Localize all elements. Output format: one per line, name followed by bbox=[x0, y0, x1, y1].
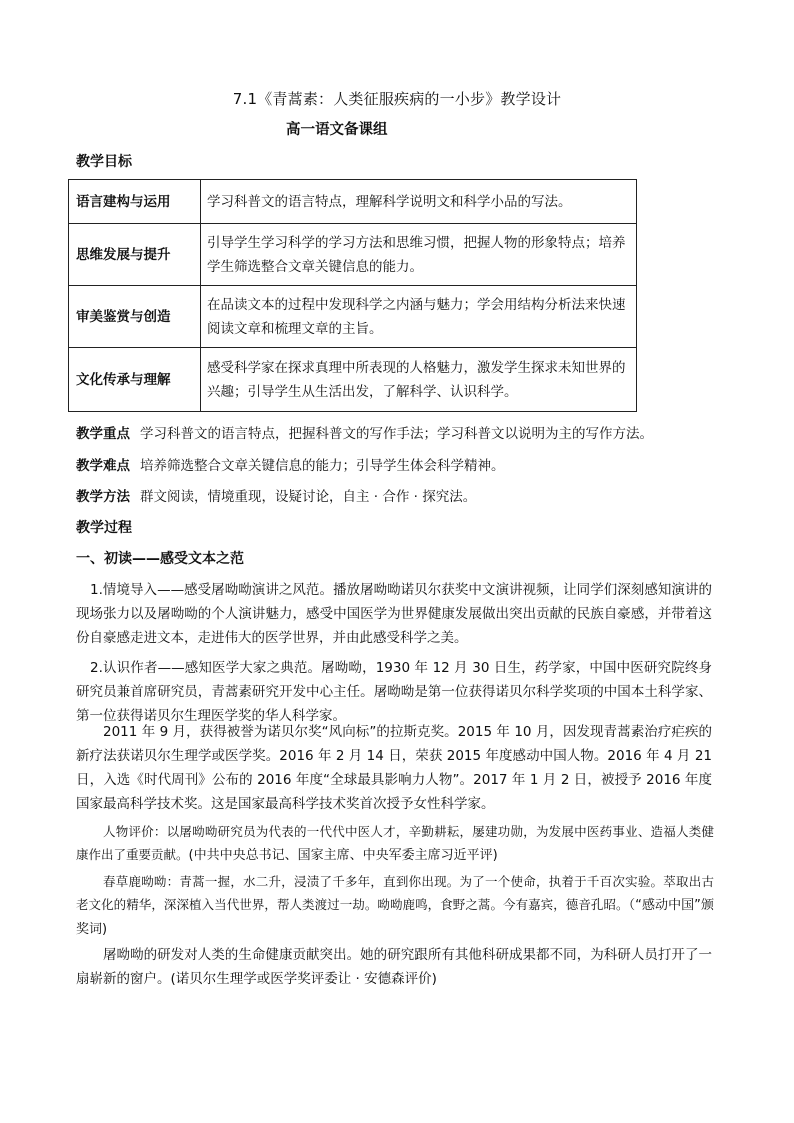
part1-heading: 一、初读——感受文本之范 bbox=[76, 551, 244, 567]
difficulties-label: 教学难点 bbox=[76, 458, 130, 474]
table-row bbox=[69, 224, 637, 286]
objectives-heading: 教学目标 bbox=[76, 154, 132, 170]
key-points-line bbox=[76, 424, 653, 444]
difficulties-line bbox=[76, 456, 505, 476]
objective-text: 在品读文本的过程中发现科学之内涵与魅力；学会用结构分析法来快速阅读文章和梳理文章的主旨。 bbox=[201, 286, 637, 348]
objective-text: 引导学生学习科学的学习方法和思维习惯，把握人物的形象特点；培养学生筛选整合文章关键信息的能力。 bbox=[201, 224, 637, 286]
difficulties-text: 培养筛选整合文章关键信息的能力；引导学生体会科学精神。 bbox=[140, 458, 505, 474]
key-points-label: 教学重点 bbox=[76, 426, 130, 442]
table-row bbox=[69, 286, 637, 348]
process-heading: 教学过程 bbox=[76, 520, 132, 536]
objective-label: 语言建构与运用 bbox=[69, 180, 201, 224]
objective-label: 审美鉴赏与创造 bbox=[69, 286, 201, 348]
objective-text: 学习科普文的语言特点，理解科学说明文和科学小品的写法。 bbox=[201, 180, 637, 224]
quote-evaluation-text: 人物评价：以屠呦呦研究员为代表的一代代中医人才，辛勤耕耘，屡建功勋，为发展中医药事业、造福人类健康作出了重要贡献。 bbox=[76, 824, 714, 862]
paragraph-author: 2.认识作者——感知医学大家之典范。屠呦呦，1930 年 12 月 30 日生，药学家，中国中医研究院终身研究员兼首席研究员，青蒿素研究开发中心主任。屠呦呦是第一位获得诺贝尔科学奖项的中国本土科学家、第一位获得诺贝尔生理医学奖的华人科学家。 bbox=[76, 660, 712, 724]
quote-award-speech-source: （“感动中国”颁奖词) bbox=[76, 898, 714, 937]
quote-evaluation bbox=[76, 820, 714, 867]
document-subtitle: 高一语文备课组 bbox=[286, 122, 388, 138]
paragraph-nobel-evaluation: 屠呦呦的研发对人类的生命健康贡献突出。她的研究跟所有其他科研成果都不同，为科研人员打开了一扇崭新的窗户。(诺贝尔生理学或医学奖评委让 · 安德森评价) bbox=[76, 947, 712, 987]
table-row bbox=[69, 348, 637, 412]
objective-text: 感受科学家在探求真理中所表现的人格魅力，激发学生探求未知世界的兴趣；引导学生从生活出发，了解科学、认识科学。 bbox=[201, 348, 637, 412]
quote-evaluation-source: (中共中央总书记、国家主席、中央军委主席习近平评) bbox=[188, 848, 498, 863]
objective-label: 思维发展与提升 bbox=[69, 224, 201, 286]
objectives-table bbox=[68, 179, 637, 412]
paragraph-awards: 2011 年 9 月，获得被誉为诺贝尔奖“风向标”的拉斯克奖。2015 年 10 月，因发现青蒿素治疗疟疾的新疗法获诺贝尔生理学或医学奖。2016 年 2 月 14 日，荣获 2015 年度感动中国人物。2016 年 4 月 21 日，入选《时代周刊》公布的 2016 年度“全球最具影响力人物”。2017 年 1 月 2 日，被授予 2016 年度国家最高科学技术奖。这是国家最高科学技术奖首次授予女性科学家。 bbox=[76, 724, 712, 812]
objective-label: 文化传承与理解 bbox=[69, 348, 201, 412]
methods-line bbox=[76, 487, 476, 507]
paragraph-intro: 1.情境导入——感受屠呦呦演讲之风范。播放屠呦呦诺贝尔获奖中文演讲视频，让同学们深刻感知演讲的现场张力以及屠呦呦的个人演讲魅力，感受中国医学为世界健康发展做出突出贡献的民族自豪感，并带着这份自豪感走进文本，走进伟大的医学世界，并由此感受科学之美。 bbox=[76, 582, 712, 646]
methods-label: 教学方法 bbox=[76, 489, 130, 505]
document-title: 7.1《青蒿素：人类征服疾病的一小步》教学设计 bbox=[232, 90, 562, 108]
key-points-text: 学习科普文的语言特点，把握科普文的写作手法；学习科普文以说明为主的写作方法。 bbox=[140, 426, 653, 442]
quote-award-speech-text: 春草鹿呦呦：青蒿一握，水二升，浸渍了千多年，直到你出现。为了一个使命，执着于千百次实验。萃取出古老文化的精华，深深植入当代世界，帮人类渡过一劫。呦呦鹿鸣，食野之蒿。今有嘉宾，德音孔昭。 bbox=[76, 874, 714, 912]
methods-text: 群文阅读，情境重现，设疑讨论，自主 · 合作 · 探究法。 bbox=[140, 489, 477, 505]
table-row bbox=[69, 180, 637, 224]
quote-award-speech bbox=[76, 870, 714, 941]
